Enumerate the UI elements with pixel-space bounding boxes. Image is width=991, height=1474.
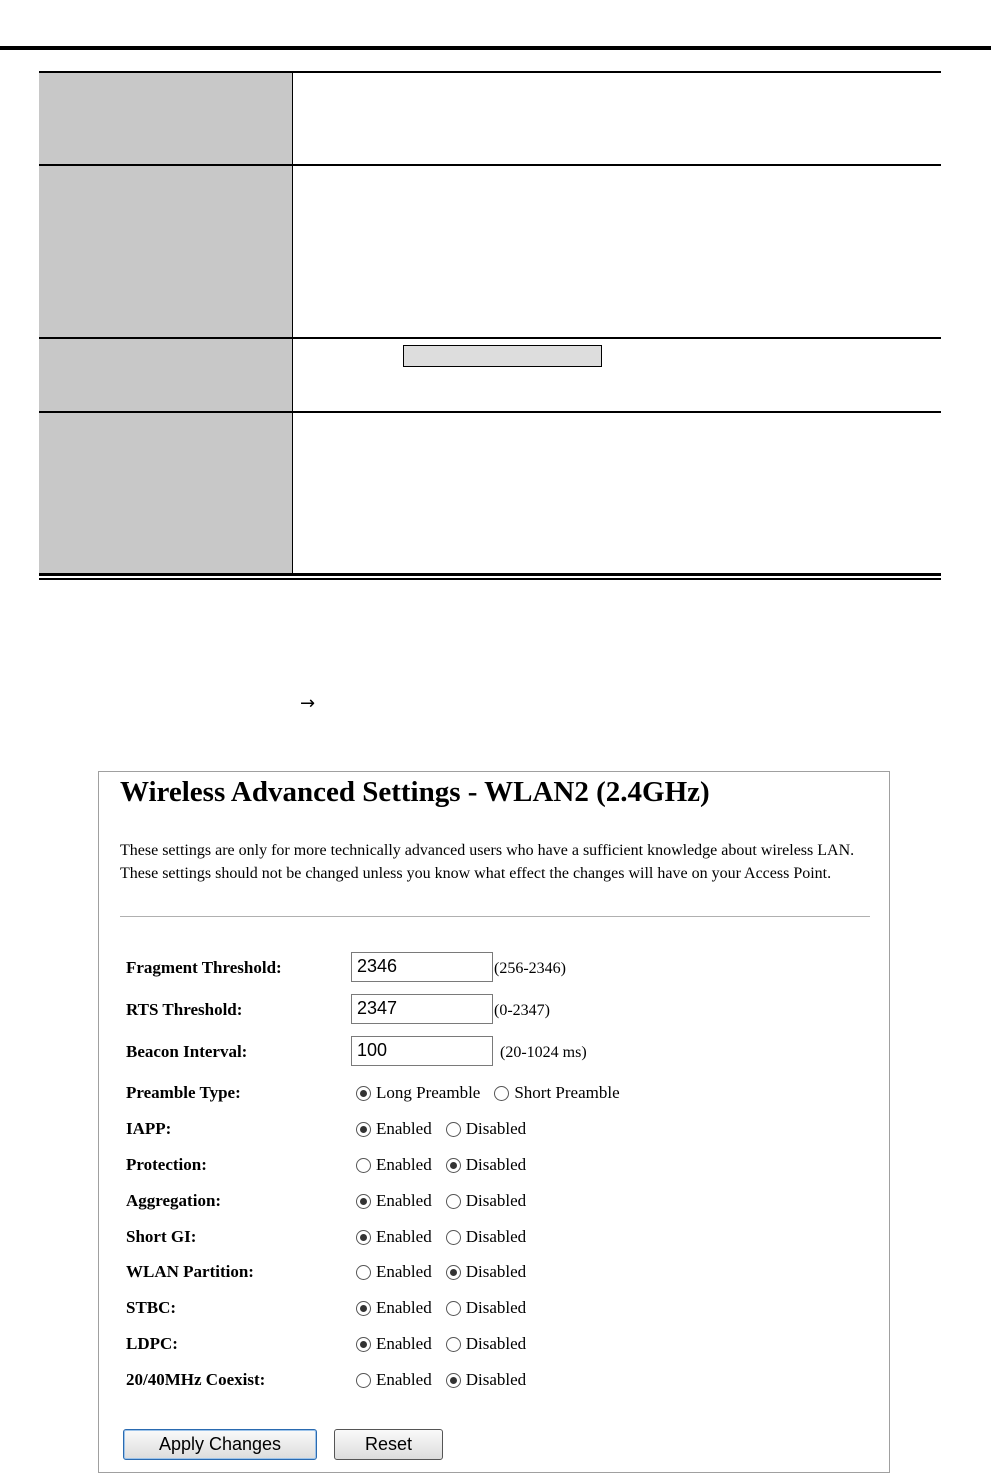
preamble-type-label: Preamble Type: — [126, 1083, 241, 1102]
iapp-disabled-radio[interactable] — [446, 1122, 461, 1137]
ldpc-disabled-radio[interactable] — [446, 1337, 461, 1352]
beacon-interval-row — [126, 1036, 866, 1068]
protection-disabled-label: Disabled — [465, 1155, 527, 1174]
protection-enabled-radio[interactable] — [356, 1158, 371, 1173]
iapp-enabled-label: Enabled — [376, 1119, 432, 1138]
wlan-partition-disabled-label: Disabled — [465, 1262, 527, 1281]
ldpc-disabled-label: Disabled — [465, 1334, 527, 1353]
protection-disabled-radio[interactable] — [446, 1158, 461, 1173]
coexist-enabled-label: Enabled — [376, 1370, 432, 1389]
short-gi-row — [126, 1221, 866, 1253]
aggregation-disabled-label: Disabled — [465, 1191, 527, 1210]
short-preamble-label: Short Preamble — [514, 1083, 620, 1102]
stbc-enabled-radio[interactable] — [356, 1301, 371, 1316]
iapp-label: IAPP: — [126, 1119, 172, 1138]
fragment-threshold-row — [126, 952, 866, 984]
stbc-disabled-radio[interactable] — [446, 1301, 461, 1316]
stbc-label: STBC: — [126, 1298, 177, 1317]
rts-threshold-input[interactable]: 2347 — [351, 994, 493, 1024]
beacon-interval-input[interactable]: 100 — [351, 1036, 493, 1066]
table-cell-label — [39, 72, 293, 165]
short-gi-disabled-label: Disabled — [465, 1227, 527, 1246]
fragment-threshold-label: Fragment Threshold: — [126, 958, 282, 977]
reset-button[interactable]: Reset — [334, 1429, 443, 1460]
parameter-table — [39, 71, 941, 574]
protection-row — [126, 1149, 866, 1181]
wlan-partition-row — [126, 1256, 866, 1288]
short-preamble-radio[interactable] — [494, 1086, 509, 1101]
table-cell-value — [293, 72, 942, 165]
short-gi-enabled-label: Enabled — [376, 1227, 432, 1246]
wlan-partition-enabled-label: Enabled — [376, 1262, 432, 1281]
table-cell-label — [39, 165, 293, 338]
beacon-interval-range: (20-1024 ms) — [500, 1044, 587, 1061]
ldpc-enabled-radio[interactable] — [356, 1337, 371, 1352]
short-gi-disabled-radio[interactable] — [446, 1230, 461, 1245]
fragment-threshold-input[interactable]: 2346 — [351, 952, 493, 982]
aggregation-label: Aggregation: — [126, 1191, 222, 1210]
table-cell-value — [293, 165, 942, 338]
coexist-label: 20/40MHz Coexist: — [126, 1370, 266, 1389]
aggregation-row — [126, 1185, 866, 1217]
table-cell-label — [39, 412, 293, 574]
ldpc-label: LDPC: — [126, 1334, 178, 1353]
aggregation-enabled-radio[interactable] — [356, 1194, 371, 1209]
iapp-enabled-radio[interactable] — [356, 1122, 371, 1137]
wireless-advanced-panel — [98, 771, 890, 1473]
rts-threshold-range: (0-2347) — [494, 1002, 550, 1019]
protection-label: Protection: — [126, 1155, 207, 1174]
stbc-row — [126, 1292, 866, 1324]
table-row — [39, 165, 941, 338]
short-gi-label: Short GI: — [126, 1227, 197, 1246]
table-cell-label — [39, 338, 293, 412]
table-row — [39, 72, 941, 165]
coexist-enabled-radio[interactable] — [356, 1373, 371, 1388]
ldpc-row — [126, 1328, 866, 1360]
divider — [120, 916, 870, 917]
rts-threshold-label: RTS Threshold: — [126, 1000, 243, 1019]
wlan-partition-enabled-radio[interactable] — [356, 1265, 371, 1280]
protection-enabled-label: Enabled — [376, 1155, 432, 1174]
aggregation-disabled-radio[interactable] — [446, 1194, 461, 1209]
rts-threshold-row — [126, 994, 866, 1026]
coexist-disabled-label: Disabled — [465, 1370, 527, 1389]
button-illustration — [403, 345, 602, 367]
ldpc-enabled-label: Enabled — [376, 1334, 432, 1353]
beacon-interval-label: Beacon Interval: — [126, 1042, 248, 1061]
long-preamble-label: Long Preamble — [376, 1083, 481, 1102]
iapp-disabled-label: Disabled — [465, 1119, 527, 1138]
table-row — [39, 412, 941, 574]
wlan-partition-label: WLAN Partition: — [126, 1262, 254, 1281]
table-cell-value — [293, 412, 942, 574]
wlan-partition-disabled-radio[interactable] — [446, 1265, 461, 1280]
table-cell-value — [293, 338, 942, 412]
page-title: Wireless Advanced Settings - WLAN2 (2.4GHz) — [120, 776, 710, 808]
stbc-enabled-label: Enabled — [376, 1298, 432, 1317]
long-preamble-radio[interactable] — [356, 1086, 371, 1101]
page-header-rule — [0, 46, 991, 50]
stbc-disabled-label: Disabled — [465, 1298, 527, 1317]
iapp-row — [126, 1113, 866, 1145]
table-bottom-rule — [39, 573, 941, 576]
page-description: These settings are only for more technically advanced users who have a sufficient knowledge about wireless LAN. These settings should not be changed unless you know what effect the changes will have on your Access Point. — [120, 842, 855, 882]
table-bottom-rule — [39, 578, 941, 580]
preamble-type-row — [126, 1077, 866, 1109]
apply-changes-button[interactable]: Apply Changes — [123, 1429, 317, 1460]
fragment-threshold-range: (256-2346) — [494, 960, 566, 977]
short-gi-enabled-radio[interactable] — [356, 1230, 371, 1245]
aggregation-enabled-label: Enabled — [376, 1191, 432, 1210]
coexist-row — [126, 1364, 866, 1396]
arrow-icon: → — [300, 693, 316, 714]
coexist-disabled-radio[interactable] — [446, 1373, 461, 1388]
